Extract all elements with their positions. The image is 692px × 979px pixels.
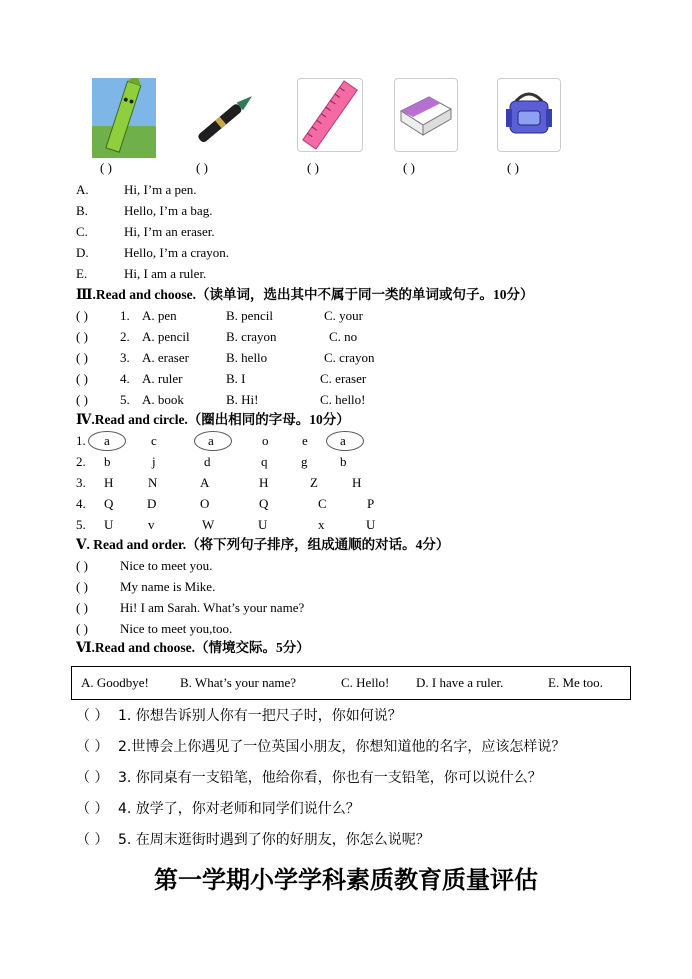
answer-paren[interactable]: ( ) [76,621,88,636]
letter[interactable]: g [301,454,308,469]
option-letter: D. [76,245,89,260]
option-a: A. Goodbye! [81,675,149,690]
option-letter: A. [76,182,89,197]
letter-row-4 [76,494,375,514]
choice-a: A. book [142,392,184,407]
s6-question-1 [76,706,402,726]
s6-question-2 [76,737,566,757]
answer-paren[interactable]: ( ) [76,600,88,615]
answer-paren[interactable]: ( ) [76,579,88,594]
s3-item-3 [76,348,375,368]
option-c: C. Hello! [341,675,390,690]
item-number: 4. [120,371,130,386]
item-number: 3. [120,350,130,365]
choice-b: B. hello [226,350,268,365]
letter[interactable]: a [104,433,110,448]
choice-c: C. crayon [324,350,375,365]
answer-paren-1[interactable]: ( ) [100,160,112,175]
answer-paren-4[interactable]: ( ) [403,160,415,175]
answer-paren[interactable]: （ ） [76,832,109,848]
s6-question-3 [76,768,542,788]
letter-row-5 [76,515,376,535]
answer-paren[interactable]: ( ) [76,308,88,323]
option-a [76,180,197,200]
letter[interactable]: D [147,496,157,511]
item-number: 2. [120,329,130,344]
letter[interactable]: U [366,517,376,532]
option-b [76,201,213,221]
answer-paren-2[interactable]: ( ) [196,160,208,175]
answer-paren-5[interactable]: ( ) [507,160,519,175]
option-text: Hello, I’m a bag. [124,203,213,218]
letter[interactable]: a [340,433,346,448]
answer-paren[interactable]: ( ) [76,392,88,407]
item-number: 5. [120,392,130,407]
crayon-picture [92,78,156,158]
s5-item-1 [76,556,213,576]
letter[interactable]: H [352,475,362,490]
choice-a: A. pencil [142,329,190,344]
letter[interactable]: A [200,475,210,490]
answer-paren[interactable]: （ ） [76,739,109,755]
letter[interactable]: N [148,475,158,490]
eraser-picture [394,78,458,152]
question-text: 1. 你想告诉别人你有一把尺子时，你如何说？ [118,708,402,724]
option-e: E. Me too. [548,675,603,690]
answer-paren[interactable]: ( ) [76,371,88,386]
letter[interactable]: c [151,433,157,448]
letter[interactable]: Z [310,475,318,490]
choice-c: C. no [329,329,358,344]
section-4-heading: Ⅳ.Read and circle.（圈出相同的字母。10分） [76,412,350,427]
question-text: 5. 在周末逛街时遇到了你的好朋友，你怎么说呢？ [118,832,430,848]
choice-b: B. Hi! [226,392,259,407]
question-text: 2.世博会上你遇见了一位英国小朋友，你想知道他的名字，应该怎样说？ [118,739,566,755]
letter[interactable]: e [302,433,308,448]
section-5-heading: Ⅴ. Read and order.（将下列句子排序，组成通顺的对话。4分） [76,537,450,552]
ruler-picture [297,78,363,152]
s5-item-3 [76,598,305,618]
letter[interactable]: H [259,475,269,490]
option-letter: E. [76,266,88,281]
option-d [76,243,230,263]
option-letter: B. [76,203,88,218]
s5-item-4 [76,619,233,639]
option-text: Hi, I’m a pen. [124,182,197,197]
choice-b: B. pencil [226,308,273,323]
row-number: 3. [76,475,86,490]
letter[interactable]: o [262,433,269,448]
s6-question-4 [76,799,360,819]
choice-a: A. pen [142,308,177,323]
question-text: 4. 放学了，你对老师和同学们说什么？ [118,801,360,817]
options-box [71,666,631,700]
answer-paren[interactable]: （ ） [76,801,109,817]
letter[interactable]: a [208,433,214,448]
letter-row-3 [76,473,362,493]
letter[interactable]: Q [104,496,114,511]
option-c [76,222,215,242]
option-b: B. What’s your name? [180,675,297,690]
letter[interactable]: O [200,496,210,511]
sentence: My name is Mike. [120,579,216,594]
choice-b: B. I [226,371,246,386]
s5-item-2 [76,577,216,597]
letter[interactable]: j [152,454,156,469]
letter[interactable]: q [261,454,268,469]
option-e [76,264,207,284]
choice-a: A. eraser [142,350,189,365]
letter[interactable]: U [104,517,114,532]
letter[interactable]: x [318,517,325,532]
s6-question-5 [76,830,430,850]
option-text: Hi, I’m an eraser. [124,224,215,239]
letter[interactable]: Q [259,496,269,511]
choice-c: C. eraser [320,371,367,386]
choice-a: A. ruler [142,371,183,386]
s3-item-2 [76,327,358,347]
row-number: 2. [76,454,86,469]
choice-c: C. your [324,308,363,323]
section-3-heading: Ⅲ.Read and choose.（读单词，选出其中不属于同一类的单词或句子。10分） [76,287,534,302]
letter[interactable]: C [318,496,327,511]
letter[interactable]: P [367,496,375,511]
answer-paren[interactable]: ( ) [76,558,88,573]
sentence: Hi! I am Sarah. What’s your name? [120,600,305,615]
letter[interactable]: d [204,454,211,469]
section-6-heading: Ⅵ.Read and choose.（情境交际。5分） [76,640,310,655]
letter[interactable]: b [340,454,347,469]
question-text: 3. 你同桌有一支铅笔，他给你看，你也有一支铅笔，你可以说什么？ [118,770,542,786]
letter-row-2 [76,452,347,472]
bag-picture [497,78,561,152]
option-letter: C. [76,224,88,239]
answer-paren[interactable]: ( ) [76,329,88,344]
answer-paren-3[interactable]: ( ) [307,160,319,175]
letter-row-1 [76,431,346,451]
choice-b: B. crayon [226,329,277,344]
answer-paren[interactable]: （ ） [76,708,109,724]
sentence: Nice to meet you,too. [120,621,233,636]
s3-item-4 [76,369,367,389]
option-d: D. I have a ruler. [416,675,504,690]
s3-item-1 [76,306,363,326]
letter[interactable]: U [258,517,268,532]
option-text: Hello, I’m a crayon. [124,245,230,260]
letter[interactable]: W [202,517,215,532]
answer-paren[interactable]: ( ) [76,350,88,365]
option-text: Hi, I am a ruler. [124,266,207,281]
sentence: Nice to meet you. [120,558,213,573]
s3-item-5 [76,390,366,410]
footer-title: 第一学期小学学科素质教育质量评估 [154,866,538,894]
row-number: 4. [76,496,86,511]
answer-paren[interactable]: （ ） [76,770,109,786]
choice-c: C. hello! [320,392,366,407]
letter[interactable]: b [104,454,111,469]
row-number: 5. [76,517,86,532]
row-number: 1. [76,433,86,448]
item-number: 1. [120,308,130,323]
letter[interactable]: H [104,475,114,490]
pen-picture [186,78,266,158]
letter[interactable]: v [148,517,155,532]
